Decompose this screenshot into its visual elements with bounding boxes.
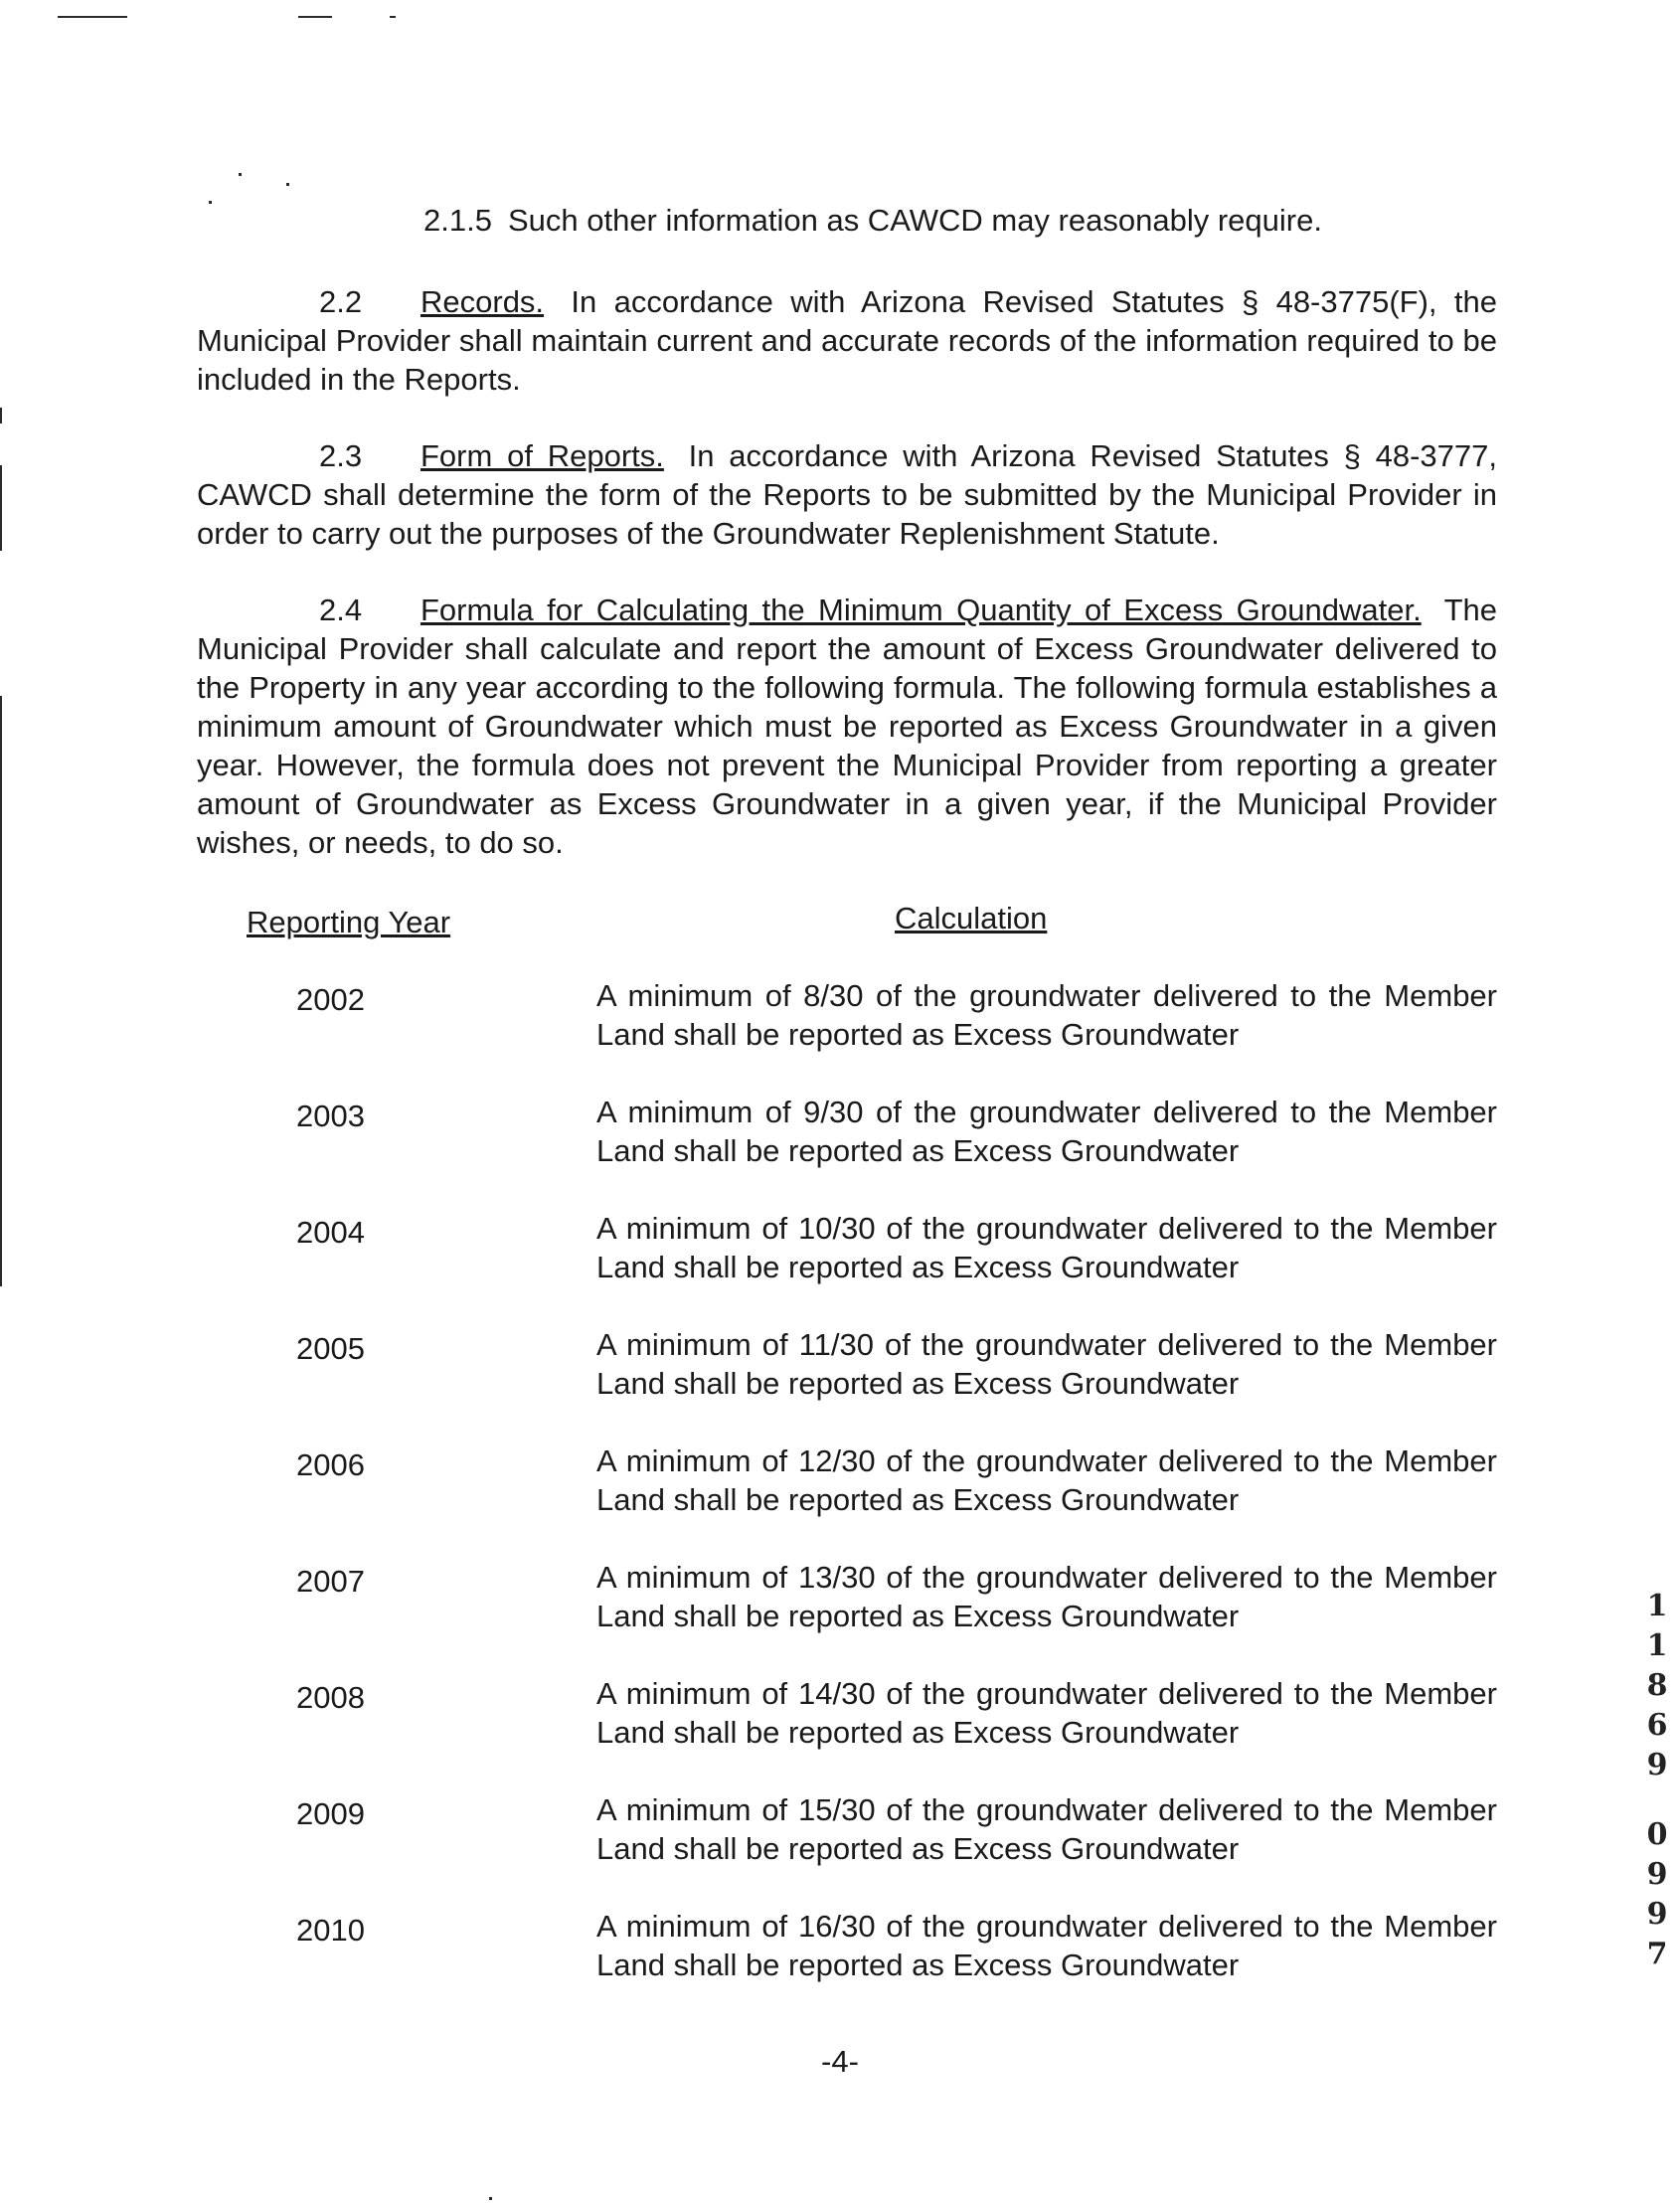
- scan-speck-2: [286, 183, 289, 186]
- row-year: 2009: [296, 1796, 365, 1831]
- bates-digit: 9: [1646, 1748, 1668, 1782]
- table-row: [0, 1325, 1680, 1405]
- scan-mark-top-dot: [390, 16, 396, 18]
- bates-digit: 1: [1646, 1628, 1668, 1663]
- table-row: [0, 1907, 1680, 1986]
- table-row: [0, 1790, 1680, 1870]
- row-calculation: A minimum of 8/30 of the groundwater delivered to the Member Land shall be reported as Excess Groundwater: [596, 978, 1497, 1052]
- row-calculation: A minimum of 10/30 of the groundwater delivered to the Member Land shall be reported as Excess Groundwater: [596, 1211, 1497, 1284]
- row-calculation: A minimum of 14/30 of the groundwater delivered to the Member Land shall be reported as Excess Groundwater: [596, 1676, 1497, 1750]
- section-heading: Records.: [420, 284, 545, 319]
- section-2-2: [197, 282, 1497, 399]
- row-calculation: A minimum of 16/30 of the groundwater delivered to the Member Land shall be reported as Excess Groundwater: [596, 1909, 1497, 1982]
- item-2-1-5-number: 2.1.5: [423, 203, 492, 238]
- table-row: [0, 1558, 1680, 1637]
- page-number: -4-: [821, 2044, 859, 2079]
- section-heading: Form of Reports.: [420, 438, 664, 473]
- row-year: 2005: [296, 1331, 365, 1366]
- row-calculation: A minimum of 11/30 of the groundwater delivered to the Member Land shall be reported as Excess Groundwater: [596, 1327, 1497, 1401]
- calculation-header: Calculation: [895, 901, 1048, 935]
- bates-digit: 1: [1646, 1589, 1668, 1623]
- scan-mark-top-left: [58, 16, 127, 18]
- section-number: 2.2: [319, 284, 363, 319]
- row-year: 2002: [296, 982, 365, 1017]
- table-row: [0, 976, 1680, 1056]
- row-year: 2008: [296, 1680, 365, 1715]
- section-2-3: [197, 436, 1497, 553]
- table-row: [0, 1093, 1680, 1172]
- row-year: 2003: [296, 1099, 365, 1133]
- bates-gap: [1640, 1785, 1674, 1815]
- scan-speck-3: [209, 201, 212, 204]
- section-2-4: [197, 591, 1497, 862]
- row-calculation: A minimum of 9/30 of the groundwater delivered to the Member Land shall be reported as Excess Groundwater: [596, 1095, 1497, 1168]
- section-heading: Formula for Calculating the Minimum Quantity of Excess Groundwater.: [420, 593, 1422, 627]
- section-text: In accordance with Arizona Revised Statutes § 48-3777, CAWCD shall determine the form of the Reports to be submitted by the Municipal Provider in order to carry out the purposes of the Groundwater Replenishment Statute.: [197, 438, 1497, 551]
- section-number: 2.3: [319, 438, 363, 473]
- row-year: 2004: [296, 1215, 365, 1250]
- scan-mark-left-edge-2: [0, 465, 2, 551]
- bates-digit: 9: [1646, 1897, 1668, 1932]
- section-text: In accordance with Arizona Revised Statutes § 48-3775(F), the Municipal Provider shall maintain current and accurate records of the information required to be included in the Reports.: [197, 284, 1497, 397]
- row-year: 2010: [296, 1913, 365, 1948]
- row-year: 2006: [296, 1447, 365, 1482]
- table-row: [0, 1674, 1680, 1754]
- bates-digit: 0: [1646, 1817, 1668, 1852]
- scan-speck-1: [239, 173, 242, 176]
- row-calculation: A minimum of 12/30 of the groundwater delivered to the Member Land shall be reported as Excess Groundwater: [596, 1443, 1497, 1517]
- table-row: [0, 1209, 1680, 1288]
- scan-speck-4: [489, 2197, 492, 2200]
- section-number: 2.4: [319, 593, 363, 627]
- scan-mark-top-middle: [298, 16, 332, 18]
- bates-digit: 8: [1646, 1668, 1668, 1703]
- bates-digit: 9: [1646, 1857, 1668, 1892]
- table-row: [0, 1442, 1680, 1521]
- item-2-1-5-text: Such other information as CAWCD may reasonably require.: [507, 203, 1322, 238]
- bates-number-stamp: [1640, 1587, 1674, 1974]
- row-year: 2007: [296, 1564, 365, 1599]
- bates-digit: 7: [1646, 1937, 1668, 1971]
- section-text: The Municipal Provider shall calculate and report the amount of Excess Groundwater delivered to the Property in any year according to the following formula. The following formula establishes a minimum amount of Groundwater which must be reported as Excess Groundwater in a given year. However, the formula does not prevent the Municipal Provider from reporting a greater amount of Groundwater as Excess Groundwater in a given year, if the Municipal Provider wishes, or needs, to do so.: [197, 593, 1497, 860]
- reporting-year-header: Reporting Year: [247, 905, 451, 939]
- row-calculation: A minimum of 13/30 of the groundwater delivered to the Member Land shall be reported as Excess Groundwater: [596, 1560, 1497, 1633]
- bates-digit: 6: [1646, 1708, 1668, 1743]
- item-2-1-5: [423, 203, 1322, 239]
- scan-mark-left-edge-1: [0, 408, 2, 424]
- row-calculation: A minimum of 15/30 of the groundwater delivered to the Member Land shall be reported as Excess Groundwater: [596, 1792, 1497, 1866]
